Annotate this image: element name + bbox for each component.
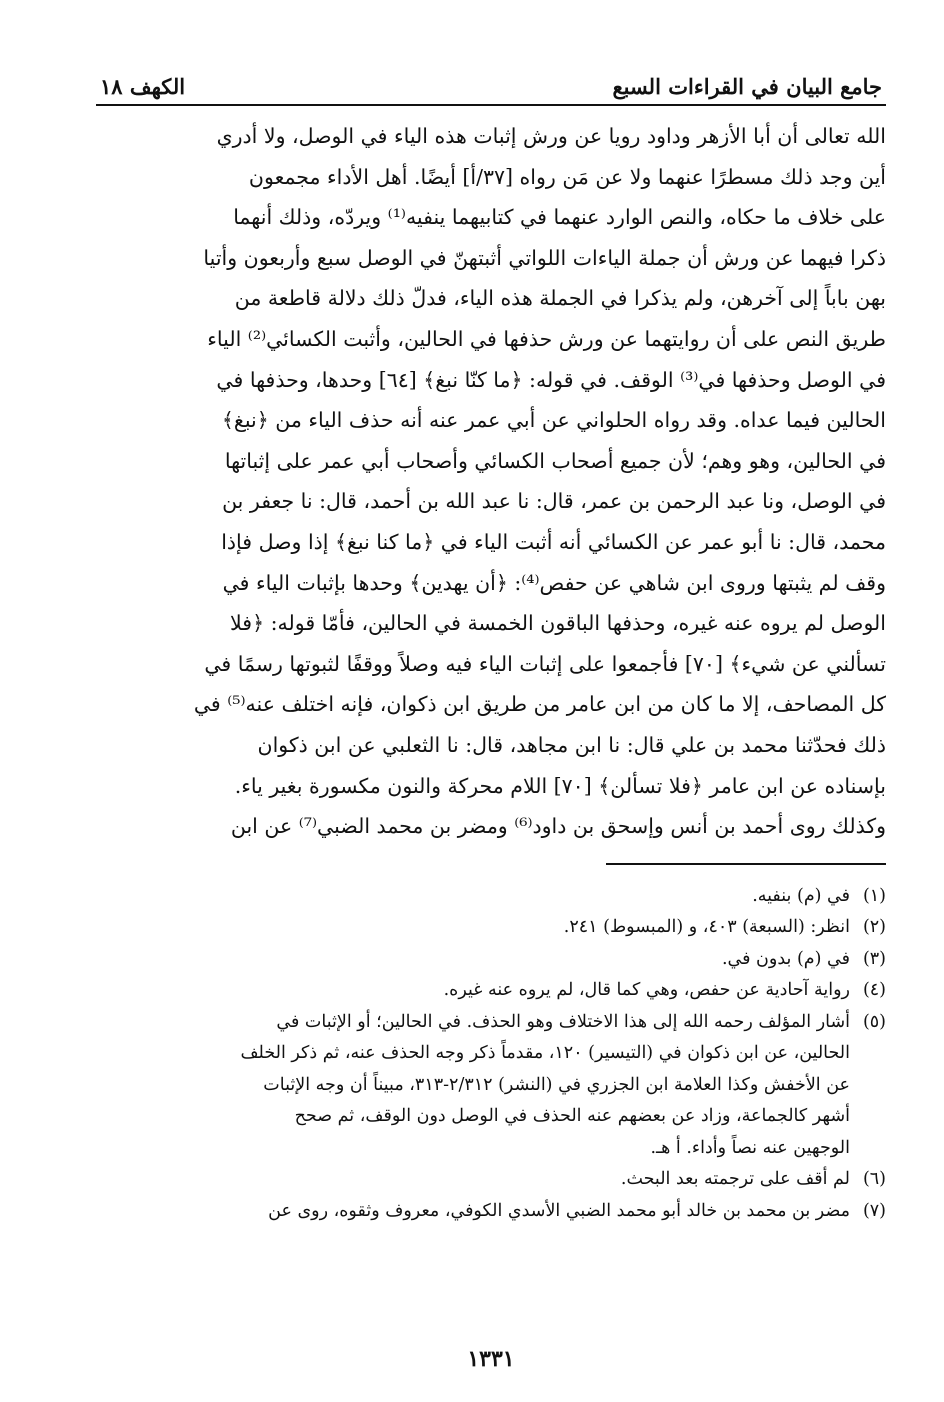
footnote-text <box>96 1196 850 1228</box>
footnote-line: أشهر كالجماعة، وزاد عن بعضهم عنه الحذف في الوصل دون الوقف، ثم صحح <box>294 1106 850 1127</box>
footnote <box>96 881 886 913</box>
text-line: كل المصاحف، إلا ما كان من ابن عامر من طريق ابن ذكوان، فإنه اختلف عنه⁽⁵⁾ في <box>193 692 886 717</box>
footnote <box>96 912 886 944</box>
footnote-number: (٧) <box>862 1200 886 1221</box>
text-line: الله تعالى أن أبا الأزهر وداود رويا عن ورش إثبات هذه الياء في الوصل، ولا أدري <box>216 124 886 148</box>
text-line: في الوصل وحذفها في⁽³⁾ الوقف. في قوله: ﴿ما كنّا نبغ﴾ [٦٤] وحدها، وحذفها في <box>216 367 886 392</box>
text-line: محمد، قال: نا أبو عمر عن الكسائي أنه أثبت الياء في ﴿ما كنا نبغ﴾ إذا وصل فإذا <box>221 529 886 554</box>
footnote <box>96 1196 886 1228</box>
footnote-line: الحالين، عن ابن ذكوان في (التيسير) ١٢٠، مقدماً ذكر وجه الحذف عنه، ثم ذكر الخلف <box>240 1043 850 1064</box>
text-line: في الحالين، وهو وهم؛ لأن جميع أصحاب الكسائي وأصحاب أبي عمر على إثباتها <box>224 448 886 473</box>
footnote-line: رواية آحادية عن حفص، وهي كما قال، لم يروه عنه غيره. <box>443 980 850 1001</box>
footnote <box>96 1007 886 1165</box>
footnote-line: مضر بن محمد بن خالد أبو محمد الضبي الأسدي الكوفي، معروف وثقوه، روى عن <box>268 1200 850 1221</box>
footnotes <box>96 881 886 1228</box>
footnote <box>96 975 886 1007</box>
footnote-text <box>96 1164 850 1196</box>
footnote-number: (٦) <box>862 1169 886 1190</box>
footnote-line: لم أقف على ترجمته بعد البحث. <box>620 1169 850 1190</box>
footnote-line: في (م) بنفيه. <box>752 885 850 906</box>
text-line: على خلاف ما حكاه، والنص الوارد عنهما في كتابيهما ينفيه⁽¹⁾ ويردّه، وذلك أنهما <box>233 205 886 230</box>
footnote-line: الوجهين عنه نصاً وأداء. أ هـ. <box>650 1137 850 1158</box>
footnote-text <box>96 1007 850 1165</box>
footnote-text <box>96 975 850 1007</box>
text-line: بهن باباً إلى آخرهن، ولم يذكرا في الجملة هذه الياء، فدلّ ذلك دلالة قاطعة من <box>234 286 886 311</box>
text-line: أين وجد ذلك مسطرًا عنهما ولا عن مَن رواه [٣٧/أ] أيضًا. أهل الأداء مجمعون <box>248 164 886 189</box>
main-text <box>96 116 886 847</box>
text-line: ذلك فحدّثنا محمد بن علي قال: نا ابن مجاهد، قال: نا الثعلبي عن ابن ذكوان <box>257 732 886 757</box>
footnote-number: (٣) <box>862 948 886 969</box>
footnote-number: (١) <box>862 885 886 906</box>
running-header <box>96 70 886 106</box>
footnote-number: (٤) <box>862 980 886 1001</box>
footnote-separator <box>606 863 886 865</box>
page-number: ١٣٣١ <box>467 1346 515 1372</box>
footnote-number: (٥) <box>862 1011 886 1032</box>
footnote-text <box>96 881 850 913</box>
surah-page-label: الكهف ١٨ <box>100 74 186 99</box>
text-line: الوصل لم يروه عنه غيره، وحذفها الباقون الخمسة في الحالين، فأمّا قوله: ﴿فلا <box>230 611 886 636</box>
text-line: وكذلك روى أحمد بن أنس وإسحق بن داود⁽⁶⁾ ومضر بن محمد الضبي⁽⁷⁾ عن ابن <box>230 814 886 839</box>
footnote-line: انظر: (السبعة) ٤٠٣، و (المبسوط) ٢٤١. <box>563 917 850 938</box>
footnote <box>96 944 886 976</box>
footnote-line: عن الأخفش وكذا العلامة ابن الجزري في (النشر) ٢/٣١٢-٣١٣، مبيناً أن وجه الإثبات <box>263 1074 850 1095</box>
footnote-text <box>96 912 850 944</box>
text-line: ذكرا فيهما عن ورش أن جملة الياءات اللواتي أثبتهنّ في الوصل سبع وأربعون وأتيا <box>203 245 886 270</box>
book-page <box>96 70 886 1390</box>
footnote-line: أشار المؤلف رحمه الله إلى هذا الاختلاف وهو الحذف. في الحالين؛ أو الإثبات في <box>276 1011 850 1032</box>
book-title: جامع البيان في القراءات السبع <box>612 74 882 99</box>
text-line: الحالين فيما عداه. وقد رواه الحلواني عن أبي عمر عنه أنه حذف الياء من ﴿نبغ﴾ <box>221 408 886 433</box>
footnote <box>96 1164 886 1196</box>
footnote-line: في (م) بدون في. <box>721 948 850 969</box>
footnote-number: (٢) <box>862 917 886 938</box>
text-line: وقف لم يثبتها وروى ابن شاهي عن حفص⁽⁴⁾: ﴿أن يهدين﴾ وحدها بإثبات الياء في <box>222 570 886 595</box>
text-line: طريق النص على أن روايتهما عن ورش حذفها في الحالين، وأثبت الكسائي⁽²⁾ الياء <box>207 326 886 351</box>
text-line: تسألني عن شيء﴾ [٧٠] فأجمعوا على إثبات الياء فيه وصلاً ووقفًا لثبوتها رسمًا في <box>204 651 886 676</box>
text-line: بإسناده عن ابن عامر ﴿فلا تسألن﴾ [٧٠] اللام محركة والنون مكسورة بغير ياء. <box>234 773 886 798</box>
footnote-text <box>96 944 850 976</box>
text-line: في الوصل، ونا عبد الرحمن بن عمر، قال: نا عبد الله بن أحمد، قال: نا جعفر بن <box>222 489 886 514</box>
